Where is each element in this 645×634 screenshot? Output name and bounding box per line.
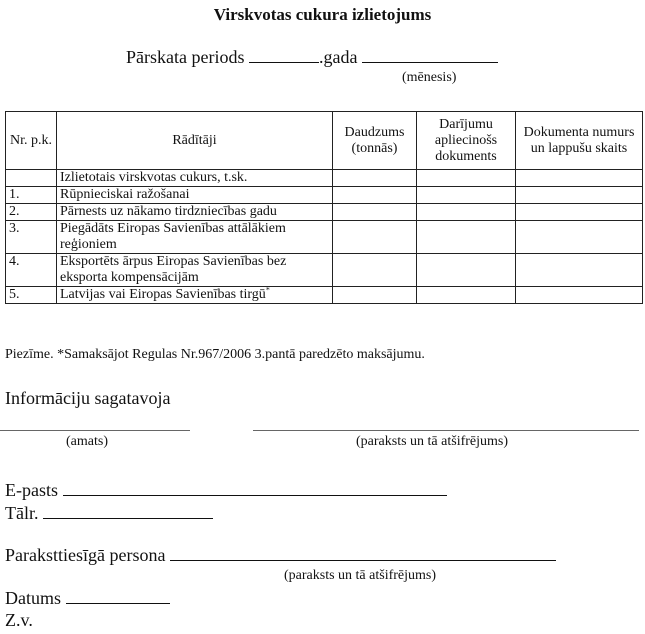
authorized-caption: (paraksts un tā atšifrējums) (284, 568, 437, 583)
cell-nr: 3. (6, 221, 57, 254)
cell-label: Piegādāts Eiropas Savienības attālākiem reģioniem (57, 221, 333, 254)
cell-nr: 5. (6, 287, 57, 304)
cell-nr: 1. (6, 187, 57, 204)
table-row (6, 187, 643, 204)
cell-document[interactable] (417, 204, 516, 221)
cell-nr: 4. (6, 254, 57, 287)
prepared-by-label: Informāciju sagatavoja (5, 388, 171, 408)
cell-label: Izlietotais virskvotas cukurs, t.sk. (57, 170, 333, 187)
cell-label-with-marker (57, 287, 333, 304)
cell-quantity[interactable] (333, 170, 417, 187)
authorized-person-row (5, 545, 556, 566)
period-label: Pārskata periods (126, 47, 245, 67)
seal-label: Z.v. (5, 610, 33, 630)
cell-document[interactable] (417, 254, 516, 287)
authorized-signature-blank[interactable] (170, 546, 556, 561)
table-row (6, 221, 643, 254)
cell-doc-number[interactable] (516, 287, 643, 304)
header-darijumu: Darījumu apliecinošs dokuments (417, 112, 516, 170)
cell-quantity[interactable] (333, 221, 417, 254)
email-row (5, 480, 447, 501)
cell-doc-number[interactable] (516, 254, 643, 287)
table-header-row (6, 112, 643, 170)
phone-label: Tālr. (5, 503, 39, 523)
authorized-label: Paraksttiesīgā persona (5, 545, 166, 565)
table-row-total (6, 170, 643, 187)
cell-document[interactable] (417, 287, 516, 304)
year-blank[interactable] (249, 48, 319, 63)
cell-nr (6, 170, 57, 187)
year-suffix: .gada (318, 47, 358, 67)
email-blank[interactable] (63, 481, 447, 496)
cell-document[interactable] (417, 187, 516, 204)
cell-label: Eksportēts ārpus Eiropas Savienības bez eksporta kompensācijām (57, 254, 333, 287)
cell-doc-number[interactable] (516, 204, 643, 221)
position-line[interactable] (0, 430, 190, 431)
cell-doc-number[interactable] (516, 187, 643, 204)
signature-caption: (paraksts un tā atšifrējums) (356, 434, 509, 449)
cell-label: Pārnests uz nākamo tirdzniecības gadu (57, 204, 333, 221)
table-row (6, 204, 643, 221)
header-dokumenta: Dokumenta numurs un lappušu skaits (516, 112, 643, 170)
signature-line[interactable] (253, 430, 639, 431)
header-raditaji: Rādītāji (57, 112, 333, 170)
date-blank[interactable] (66, 589, 170, 604)
email-label: E-pasts (5, 480, 58, 500)
cell-quantity[interactable] (333, 204, 417, 221)
date-row (5, 588, 170, 609)
cell-quantity[interactable] (333, 187, 417, 204)
cell-document[interactable] (417, 221, 516, 254)
cell-document[interactable] (417, 170, 516, 187)
cell-label: Latvijas vai Eiropas Savienības tirgū (60, 287, 266, 302)
reporting-period (126, 47, 498, 68)
month-blank[interactable] (362, 48, 498, 63)
position-caption: (amats) (66, 434, 108, 449)
footnote-marker: * (265, 285, 270, 295)
header-daudzums: Daudzums (tonnās) (333, 112, 417, 170)
phone-row (5, 503, 213, 524)
month-caption: (mēnesis) (402, 70, 457, 85)
cell-quantity[interactable] (333, 287, 417, 304)
cell-doc-number[interactable] (516, 170, 643, 187)
date-label: Datums (5, 588, 61, 608)
table-row (6, 254, 643, 287)
cell-label: Rūpnieciskai ražošanai (57, 187, 333, 204)
table-row (6, 287, 643, 304)
cell-nr: 2. (6, 204, 57, 221)
header-nr: Nr. p.k. (6, 112, 57, 170)
sugar-usage-table (5, 111, 643, 304)
cell-doc-number[interactable] (516, 221, 643, 254)
cell-quantity[interactable] (333, 254, 417, 287)
document-title: Virskvotas cukura izlietojums (213, 5, 432, 24)
phone-blank[interactable] (43, 504, 213, 519)
footnote: Piezīme. *Samaksājot Regulas Nr.967/2006 3.pantā paredzēto maksājumu. (5, 347, 425, 362)
